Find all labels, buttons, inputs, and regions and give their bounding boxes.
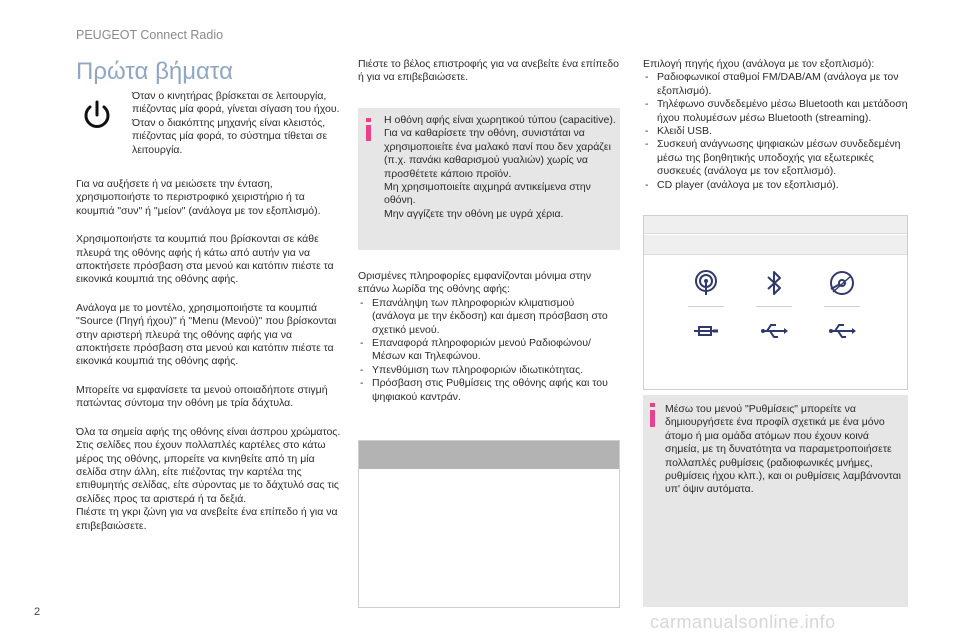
list-item: - Υπενθύμιση των πληροφοριών ιδιωτικότητας.: [358, 364, 620, 377]
aux-jack-icon: [691, 316, 721, 346]
list-item: - Συσκευή ανάγνωσης ψηφιακών μέσων συνδεδεμένη μέσω της βοηθητικής υποδοχής για εξωτερικές συσκευές (ανάλογα με τον εξοπλισμό).: [643, 138, 908, 178]
top-strip-info: [358, 270, 620, 404]
icon-separator: [688, 306, 724, 307]
power-description: Όταν ο κινητήρας βρίσκεται σε λειτουργία, πιέζοντας μία φορά, γίνεται σίγαση του ήχου. Όταν ο διακόπτης μηχανής είναι κλειστός, πιέζοντας μία φορά, το σύστημα τίθεται σε λειτουργία.: [132, 90, 340, 156]
screen-top-strip: [359, 441, 619, 469]
icon-separator: [756, 306, 792, 307]
paragraph-source-menu: Ανάλογα με το μοντέλο, χρησιμοποιήστε τα κουμπιά "Source (Πηγή ήχου)" ή "Menu (Μενού)" που βρίσκονται στην αριστερή πλευρά της οθόνης αφής για να αποκτήσετε πρόσβαση στα μενού και κατόπιν πιέστε τα εικονικά κουμπιά της οθόνης αφής.: [76, 301, 337, 368]
page-number: 2: [34, 606, 41, 618]
list-item: - Τηλέφωνο συνδεδεμένο μέσω Bluetooth και μετάδοση ήχου πολυμέσων μέσω Bluetooth (streaming).: [643, 98, 908, 125]
usb-icon: [827, 316, 857, 346]
info-icon: [649, 403, 657, 427]
back-arrow-text: Πιέστε το βέλος επιστροφής για να ανεβείτε ένα επίπεδο ή για να επιβεβαιώσετε.: [358, 58, 619, 84]
column-2-intro: [358, 58, 620, 85]
page-title: Πρώτα βήματα: [76, 58, 233, 85]
top-strip-list: [358, 297, 620, 404]
list-item: - Κλειδί USB.: [643, 125, 908, 138]
paragraph-volume: Για να αυξήσετε ή να μειώσετε την ένταση, χρησιμοποιήστε το περιστροφικό χειριστήριο ή τα κουμπιά "συν" ή "μείον" (ανάλογα με τον εξοπλισμό).: [76, 178, 321, 217]
list-item: - CD player (ανάλογα με τον εξοπλισμό).: [643, 179, 908, 192]
source-intro: Επιλογή πηγής ήχου (ανάλογα με τον εξοπλισμό):: [643, 58, 875, 70]
cd-icon: [827, 268, 857, 298]
paragraph-touch-areas: Όλα τα σημεία αφής της οθόνης είναι άσπρου χρώματος. Στις σελίδες που έχουν πολλαπλές καρτέλες στο κάτω μέρος της οθόνης, μπορείτε να κινηθείτε από τη μία σελίδα στην άλλη, είτε πιέζοντας την καρτέλα της επιθυμητής σελίδας, είτε σύροντας με το δάχτυλό σας τις σελίδες προς τα αριστερά ή τα δεξιά. Πιέστε τη γκρι ζώνη για να ανεβείτε ένα επίπεδο ή για να επιβεβαιώσετε.: [76, 425, 341, 532]
power-icon: [80, 98, 114, 132]
note-box: [358, 108, 620, 250]
icon-separator: [824, 306, 860, 307]
paragraph-three-fingers: Μπορείτε να εμφανίσετε τα μενού οποιαδήποτε στιγμή πατώντας σύντομα την οθόνη με τρία δάχτυλα.: [76, 383, 328, 410]
bluetooth-icon: [759, 268, 789, 298]
list-item: - Πρόσβαση στις Ρυθμίσεις της οθόνης αφής και του ψηφιακού καντράν.: [358, 377, 620, 404]
watermark: carmanualsonline.info: [650, 612, 836, 632]
tip-box: [643, 395, 908, 607]
panel-bar: [644, 216, 907, 234]
top-strip-intro: Ορισμένες πληροφορίες εμφανίζονται μόνιμα στην επάνω λωρίδα της οθόνης αφής:: [358, 270, 592, 296]
paragraph-side-buttons: Χρησιμοποιήστε τα κουμπιά που βρίσκονται σε κάθε πλευρά της οθόνης αφής ή κάτω από αυτήν για να αποκτήσετε πρόσβαση στα μενού και κατόπιν πιέστε τα εικονικά κουμπιά της οθόνης αφής.: [76, 233, 334, 286]
usb-icon: [759, 316, 789, 346]
column-1: [76, 178, 346, 548]
list-item: - Επαναφορά πληροφοριών μενού Ραδιοφώνου/Μέσων και Τηλεφώνου.: [358, 337, 620, 364]
note-text: Η οθόνη αφής είναι χωρητικού τύπου (capacitive). Για να καθαρίσετε την οθόνη, συνιστάται να χρησιμοποιείτε ένα μαλακό πανί που δεν χαράζει (π.χ. πανάκι καθαρισμού γυαλιών) χωρίς να προσθέτετε κάποιο προϊόν. Μη χρησιμοποιείτε αιχμηρά αντικείμενα στην οθόνη. Μην αγγίζετε την οθόνη με υγρά χέρια.: [384, 114, 616, 220]
radio-icon: [691, 268, 721, 298]
panel-bar: [644, 235, 907, 255]
note-marker-bar: [366, 125, 371, 141]
touchscreen-illustration: [358, 440, 620, 608]
source-list: [643, 71, 908, 192]
document-header: PEUGEOT Connect Radio: [76, 28, 224, 42]
column-3: [643, 58, 908, 192]
note-marker-dot: [366, 118, 371, 122]
list-item: - Ραδιοφωνικοί σταθμοί FM/DAB/AM (ανάλογα με τον εξοπλισμό).: [643, 71, 908, 98]
source-icons-panel: [643, 215, 908, 390]
list-item: - Επανάληψη των πληροφοριών κλιματισμού (ανάλογα με την έκδοση) και άμεση πρόσβαση στο σχετικό μενού.: [358, 297, 620, 337]
tip-text: Μέσω του μενού "Ρυθμίσεις" μπορείτε να δημιουργήσετε ένα προφίλ σχετικά με ένα μόνο άτομο ή μια ομάδα ατόμων που έχουν κοινά σημεία, με τη δυνατότητα να παραμετροποιήσετε πολλαπλές ρυθμίσεις (ραδιοφωνικές μνήμες, ρυθμίσεις ήχου κλπ.), και οι ρυθμίσεις λαμβάνονται υπ' όψιν αυτόματα.: [665, 403, 901, 496]
